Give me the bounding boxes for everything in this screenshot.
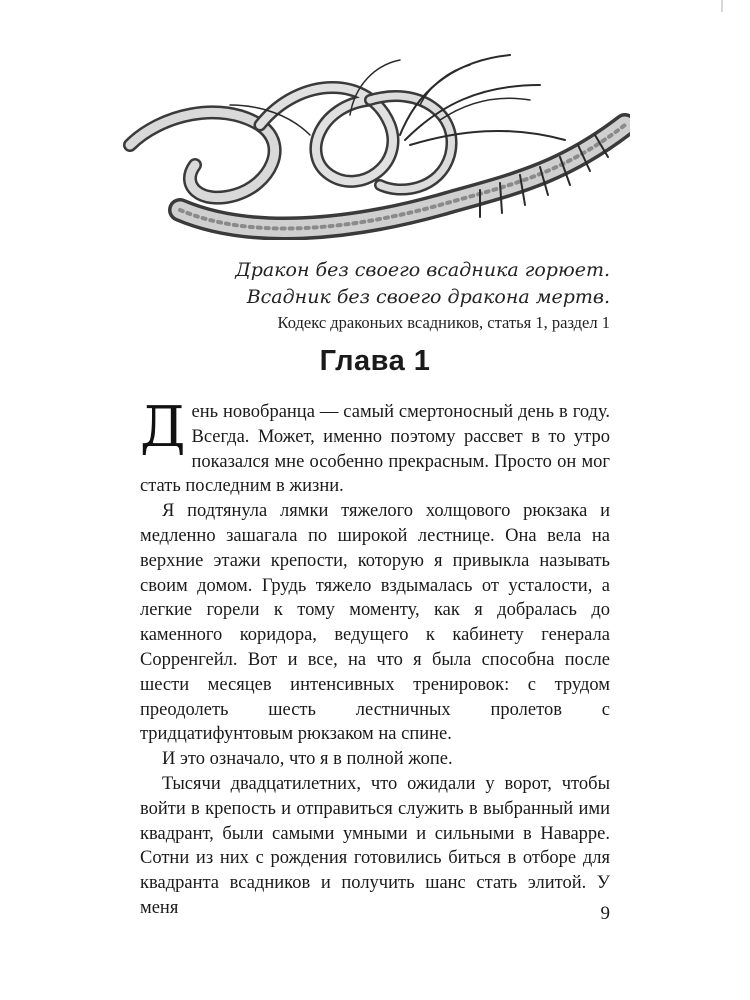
paragraph-4: Тысячи двадцатилетних, что ожидали у ворот, чтобы войти в крепость и отправиться служить в выбранный ими квадрант, были самыми умными и сильными в Наварре. Сотни из них с рождения готовились биться в отборе для квадранта всадников и получить шанс стать элитой. У меня bbox=[140, 773, 610, 918]
paragraph-2: Я подтянула лямки тяжелого холщового рюкзака и медленно зашагала по широкой лестнице. Она вела на верхние этажи крепости, которую я привыкла называть своим домом. Грудь тяжело вздымалась от усталости, а легкие горели к тому моменту, как я добралась до каменного коридора, ведущего к кабинету генерала Сорренгейл. Вот и все, на что я была способна после шести месяцев интенсивных тренировок: с трудом преодолеть шесть лестничных пролетов с тридцатифунтовым рюкзаком на спине. bbox=[140, 501, 610, 745]
dragon-tail-illustration bbox=[120, 45, 630, 240]
page-number: 9 bbox=[600, 903, 610, 924]
paragraph-1 bbox=[140, 395, 610, 499]
scan-edge-mark bbox=[721, 0, 723, 12]
paragraph-3: И это означало, что я в полной жопе. bbox=[162, 749, 453, 770]
epigraph-line-1: Дракон без своего всадника горюет. bbox=[235, 259, 610, 281]
paragraph-1-text: ень новобранца — самый смертоносный день в году. Всегда. Может, именно поэтому рассвет в то утро показался мне особенно прекрасным. Просто он мог стать последним в жизни. bbox=[140, 402, 610, 497]
epigraph-source: Кодекс драконьих всадников, статья 1, раздел 1 bbox=[277, 313, 610, 332]
epigraph-line-2: Всадник без своего дракона мертв. bbox=[246, 286, 610, 308]
body-text bbox=[140, 395, 610, 921]
epigraph bbox=[235, 257, 610, 311]
drop-cap: Д bbox=[140, 395, 186, 460]
chapter-title: Глава 1 bbox=[319, 345, 431, 377]
